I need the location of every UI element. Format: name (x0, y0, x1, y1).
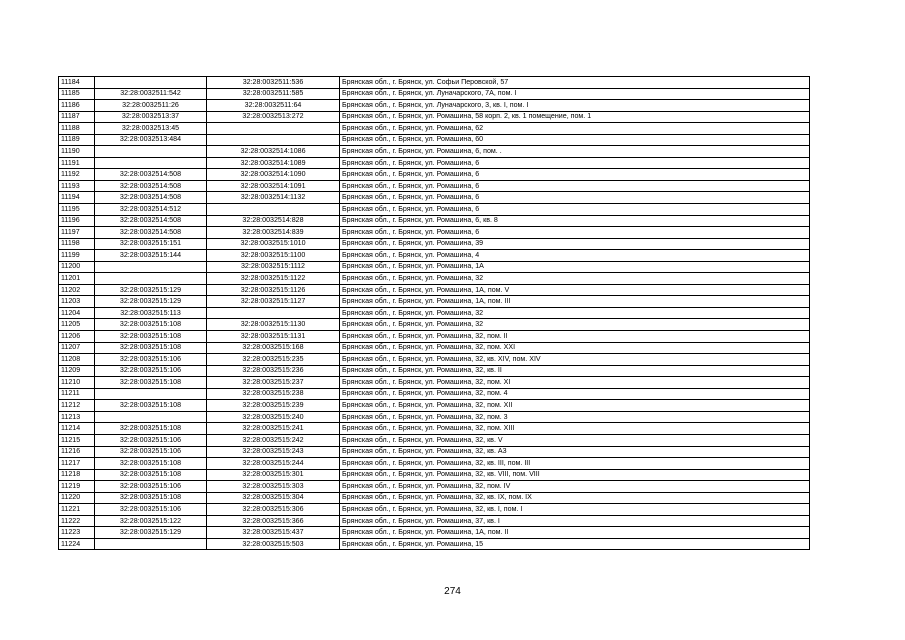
address: Брянская обл., г. Брянск, ул. Софьи Перовской, 57 (340, 77, 810, 89)
building-cadastral-number: 32:28:0032514:1132 (207, 192, 340, 204)
address: Брянская обл., г. Брянск, ул. Ромашина, 32, кв. II (340, 365, 810, 377)
row-number: 11213 (59, 411, 95, 423)
building-cadastral-number: 32:28:0032515:237 (207, 377, 340, 389)
table-row (59, 180, 810, 192)
building-cadastral-number: 32:28:0032515:240 (207, 411, 340, 423)
land-cadastral-number: 32:28:0032515:129 (95, 296, 207, 308)
building-cadastral-number: 32:28:0032511:585 (207, 88, 340, 100)
row-number: 11193 (59, 180, 95, 192)
address: Брянская обл., г. Брянск, ул. Луначарского, 3, кв. I, пом. I (340, 100, 810, 112)
row-number: 11187 (59, 111, 95, 123)
table-row (59, 388, 810, 400)
row-number: 11219 (59, 481, 95, 493)
building-cadastral-number: 32:28:0032515:301 (207, 469, 340, 481)
table-body (59, 77, 810, 550)
land-cadastral-number (95, 411, 207, 423)
address: Брянская обл., г. Брянск, ул. Ромашина, 32, пом. II (340, 331, 810, 343)
cadastral-table (58, 76, 810, 550)
building-cadastral-number (207, 123, 340, 135)
building-cadastral-number: 32:28:0032515:306 (207, 504, 340, 516)
table-row (59, 504, 810, 516)
address: Брянская обл., г. Брянск, ул. Ромашина, 6 (340, 192, 810, 204)
row-number: 11203 (59, 296, 95, 308)
row-number: 11196 (59, 215, 95, 227)
building-cadastral-number: 32:28:0032514:1090 (207, 169, 340, 181)
address: Брянская обл., г. Брянск, ул. Ромашина, 6 (340, 227, 810, 239)
address: Брянская обл., г. Брянск, ул. Ромашина, 32, кв. III, пом. III (340, 458, 810, 470)
building-cadastral-number: 32:28:0032514:828 (207, 215, 340, 227)
address: Брянская обл., г. Брянск, ул. Ромашина, 32 (340, 307, 810, 319)
land-cadastral-number: 32:28:0032515:108 (95, 377, 207, 389)
table-row (59, 111, 810, 123)
building-cadastral-number: 32:28:0032515:1112 (207, 261, 340, 273)
land-cadastral-number (95, 273, 207, 285)
building-cadastral-number: 32:28:0032515:1130 (207, 319, 340, 331)
table-row (59, 377, 810, 389)
building-cadastral-number: 32:28:0032515:503 (207, 538, 340, 550)
building-cadastral-number: 32:28:0032511:64 (207, 100, 340, 112)
building-cadastral-number: 32:28:0032515:1122 (207, 273, 340, 285)
land-cadastral-number: 32:28:0032515:108 (95, 469, 207, 481)
building-cadastral-number (207, 134, 340, 146)
table-row (59, 77, 810, 89)
building-cadastral-number: 32:28:0032514:1086 (207, 146, 340, 158)
row-number: 11192 (59, 169, 95, 181)
land-cadastral-number: 32:28:0032515:106 (95, 354, 207, 366)
address: Брянская обл., г. Брянск, ул. Ромашина, 6 (340, 204, 810, 216)
address: Брянская обл., г. Брянск, ул. Ромашина, 4 (340, 250, 810, 262)
table-row (59, 273, 810, 285)
land-cadastral-number: 32:28:0032515:113 (95, 307, 207, 319)
building-cadastral-number: 32:28:0032515:236 (207, 365, 340, 377)
table-row (59, 458, 810, 470)
land-cadastral-number: 32:28:0032515:106 (95, 504, 207, 516)
row-number: 11191 (59, 157, 95, 169)
table-row (59, 100, 810, 112)
address: Брянская обл., г. Брянск, ул. Ромашина, 32, пом. 4 (340, 388, 810, 400)
address: Брянская обл., г. Брянск, ул. Ромашина, 32, пом. XXI (340, 342, 810, 354)
row-number: 11194 (59, 192, 95, 204)
address: Брянская обл., г. Брянск, ул. Ромашина, 32, кв. V (340, 434, 810, 446)
row-number: 11221 (59, 504, 95, 516)
land-cadastral-number: 32:28:0032513:37 (95, 111, 207, 123)
row-number: 11211 (59, 388, 95, 400)
land-cadastral-number: 32:28:0032514:508 (95, 169, 207, 181)
address: Брянская обл., г. Брянск, ул. Ромашина, 62 (340, 123, 810, 135)
address: Брянская обл., г. Брянск, ул. Ромашина, 6 (340, 169, 810, 181)
table-row (59, 296, 810, 308)
table-row (59, 446, 810, 458)
row-number: 11215 (59, 434, 95, 446)
row-number: 11217 (59, 458, 95, 470)
row-number: 11199 (59, 250, 95, 262)
address: Брянская обл., г. Брянск, ул. Ромашина, 39 (340, 238, 810, 250)
row-number: 11201 (59, 273, 95, 285)
address: Брянская обл., г. Брянск, ул. Ромашина, 32, кв. IX, пом. IX (340, 492, 810, 504)
land-cadastral-number: 32:28:0032515:108 (95, 400, 207, 412)
address: Брянская обл., г. Брянск, ул. Ромашина, 32, пом. IV (340, 481, 810, 493)
land-cadastral-number (95, 261, 207, 273)
row-number: 11204 (59, 307, 95, 319)
address: Брянская обл., г. Брянск, ул. Ромашина, 32, пом. 3 (340, 411, 810, 423)
row-number: 11222 (59, 515, 95, 527)
table-row (59, 365, 810, 377)
address: Брянская обл., г. Брянск, ул. Ромашина, 32, кв. VIII, пом. VIII (340, 469, 810, 481)
building-cadastral-number: 32:28:0032515:304 (207, 492, 340, 504)
building-cadastral-number: 32:28:0032515:242 (207, 434, 340, 446)
address: Брянская обл., г. Брянск, ул. Ромашина, 32, пом. XI (340, 377, 810, 389)
land-cadastral-number: 32:28:0032514:508 (95, 227, 207, 239)
building-cadastral-number: 32:28:0032515:1131 (207, 331, 340, 343)
building-cadastral-number: 32:28:0032515:239 (207, 400, 340, 412)
address: Брянская обл., г. Брянск, ул. Ромашина, 1А, пом. V (340, 284, 810, 296)
row-number: 11197 (59, 227, 95, 239)
table-row (59, 157, 810, 169)
table-row (59, 169, 810, 181)
address: Брянская обл., г. Брянск, ул. Ромашина, 32, пом. XIII (340, 423, 810, 435)
address: Брянская обл., г. Брянск, ул. Ромашина, 58 корп. 2, кв. 1 помещение, пом. 1 (340, 111, 810, 123)
table-row (59, 284, 810, 296)
row-number: 11202 (59, 284, 95, 296)
building-cadastral-number: 32:28:0032515:437 (207, 527, 340, 539)
land-cadastral-number: 32:28:0032514:512 (95, 204, 207, 216)
address: Брянская обл., г. Брянск, ул. Луначарского, 7А, пом. I (340, 88, 810, 100)
land-cadastral-number (95, 538, 207, 550)
land-cadastral-number: 32:28:0032511:542 (95, 88, 207, 100)
table-row (59, 319, 810, 331)
table-row (59, 434, 810, 446)
building-cadastral-number: 32:28:0032514:1091 (207, 180, 340, 192)
land-cadastral-number (95, 388, 207, 400)
row-number: 11210 (59, 377, 95, 389)
table-row (59, 400, 810, 412)
table-row (59, 354, 810, 366)
address: Брянская обл., г. Брянск, ул. Ромашина, 1А (340, 261, 810, 273)
table-row (59, 538, 810, 550)
table-row (59, 411, 810, 423)
row-number: 11207 (59, 342, 95, 354)
address: Брянская обл., г. Брянск, ул. Ромашина, 15 (340, 538, 810, 550)
land-cadastral-number: 32:28:0032515:106 (95, 446, 207, 458)
address: Брянская обл., г. Брянск, ул. Ромашина, 32, кв. I, пом. I (340, 504, 810, 516)
row-number: 11209 (59, 365, 95, 377)
table-row (59, 423, 810, 435)
building-cadastral-number: 32:28:0032515:238 (207, 388, 340, 400)
table-row (59, 342, 810, 354)
row-number: 11223 (59, 527, 95, 539)
land-cadastral-number: 32:28:0032515:108 (95, 331, 207, 343)
building-cadastral-number: 32:28:0032515:1126 (207, 284, 340, 296)
row-number: 11184 (59, 77, 95, 89)
land-cadastral-number: 32:28:0032515:106 (95, 434, 207, 446)
table-row (59, 192, 810, 204)
row-number: 11188 (59, 123, 95, 135)
land-cadastral-number: 32:28:0032514:508 (95, 180, 207, 192)
table-row (59, 146, 810, 158)
row-number: 11186 (59, 100, 95, 112)
address: Брянская обл., г. Брянск, ул. Ромашина, 1А, пом. III (340, 296, 810, 308)
table-row (59, 134, 810, 146)
table-row (59, 331, 810, 343)
table-row (59, 492, 810, 504)
row-number: 11198 (59, 238, 95, 250)
land-cadastral-number: 32:28:0032515:129 (95, 284, 207, 296)
land-cadastral-number: 32:28:0032513:45 (95, 123, 207, 135)
building-cadastral-number: 32:28:0032515:303 (207, 481, 340, 493)
building-cadastral-number: 32:28:0032515:366 (207, 515, 340, 527)
table-row (59, 238, 810, 250)
row-number: 11200 (59, 261, 95, 273)
building-cadastral-number: 32:28:0032513:272 (207, 111, 340, 123)
land-cadastral-number: 32:28:0032515:106 (95, 481, 207, 493)
row-number: 11212 (59, 400, 95, 412)
row-number: 11189 (59, 134, 95, 146)
row-number: 11206 (59, 331, 95, 343)
address: Брянская обл., г. Брянск, ул. Ромашина, 32, кв. А3 (340, 446, 810, 458)
address: Брянская обл., г. Брянск, ул. Ромашина, 6 (340, 157, 810, 169)
land-cadastral-number: 32:28:0032511:26 (95, 100, 207, 112)
land-cadastral-number: 32:28:0032515:108 (95, 423, 207, 435)
land-cadastral-number: 32:28:0032514:508 (95, 192, 207, 204)
land-cadastral-number (95, 77, 207, 89)
building-cadastral-number: 32:28:0032515:243 (207, 446, 340, 458)
table-row (59, 527, 810, 539)
building-cadastral-number: 32:28:0032515:1010 (207, 238, 340, 250)
land-cadastral-number (95, 157, 207, 169)
building-cadastral-number: 32:28:0032514:1089 (207, 157, 340, 169)
row-number: 11224 (59, 538, 95, 550)
table-row (59, 469, 810, 481)
row-number: 11205 (59, 319, 95, 331)
land-cadastral-number: 32:28:0032515:151 (95, 238, 207, 250)
table-row (59, 204, 810, 216)
address: Брянская обл., г. Брянск, ул. Ромашина, 6, кв. 8 (340, 215, 810, 227)
land-cadastral-number: 32:28:0032515:122 (95, 515, 207, 527)
address: Брянская обл., г. Брянск, ул. Ромашина, 60 (340, 134, 810, 146)
address: Брянская обл., г. Брянск, ул. Ромашина, 32 (340, 319, 810, 331)
table-row (59, 88, 810, 100)
building-cadastral-number: 32:28:0032514:839 (207, 227, 340, 239)
row-number: 11195 (59, 204, 95, 216)
row-number: 11214 (59, 423, 95, 435)
address: Брянская обл., г. Брянск, ул. Ромашина, 37, кв. I (340, 515, 810, 527)
building-cadastral-number: 32:28:0032515:235 (207, 354, 340, 366)
building-cadastral-number: 32:28:0032515:241 (207, 423, 340, 435)
row-number: 11220 (59, 492, 95, 504)
building-cadastral-number (207, 307, 340, 319)
land-cadastral-number: 32:28:0032515:144 (95, 250, 207, 262)
address: Брянская обл., г. Брянск, ул. Ромашина, 32 (340, 273, 810, 285)
address: Брянская обл., г. Брянск, ул. Ромашина, 6 (340, 180, 810, 192)
address: Брянская обл., г. Брянск, ул. Ромашина, 32, кв. XIV, пом. XIV (340, 354, 810, 366)
table-row (59, 515, 810, 527)
page-number: 274 (444, 586, 461, 597)
row-number: 11216 (59, 446, 95, 458)
building-cadastral-number: 32:28:0032515:244 (207, 458, 340, 470)
building-cadastral-number: 32:28:0032515:1127 (207, 296, 340, 308)
table-row (59, 227, 810, 239)
table-row (59, 215, 810, 227)
building-cadastral-number: 32:28:0032515:168 (207, 342, 340, 354)
row-number: 11190 (59, 146, 95, 158)
land-cadastral-number: 32:28:0032513:484 (95, 134, 207, 146)
table-row (59, 261, 810, 273)
table-row (59, 307, 810, 319)
address: Брянская обл., г. Брянск, ул. Ромашина, 6, пом. . (340, 146, 810, 158)
row-number: 11185 (59, 88, 95, 100)
address: Брянская обл., г. Брянск, ул. Ромашина, 1А, пом. II (340, 527, 810, 539)
land-cadastral-number: 32:28:0032515:108 (95, 492, 207, 504)
land-cadastral-number: 32:28:0032515:108 (95, 319, 207, 331)
land-cadastral-number: 32:28:0032515:108 (95, 342, 207, 354)
building-cadastral-number: 32:28:0032511:536 (207, 77, 340, 89)
table-row (59, 123, 810, 135)
building-cadastral-number (207, 204, 340, 216)
row-number: 11218 (59, 469, 95, 481)
row-number: 11208 (59, 354, 95, 366)
table-row (59, 481, 810, 493)
land-cadastral-number: 32:28:0032515:129 (95, 527, 207, 539)
land-cadastral-number: 32:28:0032515:108 (95, 458, 207, 470)
land-cadastral-number: 32:28:0032515:106 (95, 365, 207, 377)
table-row (59, 250, 810, 262)
building-cadastral-number: 32:28:0032515:1100 (207, 250, 340, 262)
land-cadastral-number: 32:28:0032514:508 (95, 215, 207, 227)
land-cadastral-number (95, 146, 207, 158)
address: Брянская обл., г. Брянск, ул. Ромашина, 32, пом. XII (340, 400, 810, 412)
